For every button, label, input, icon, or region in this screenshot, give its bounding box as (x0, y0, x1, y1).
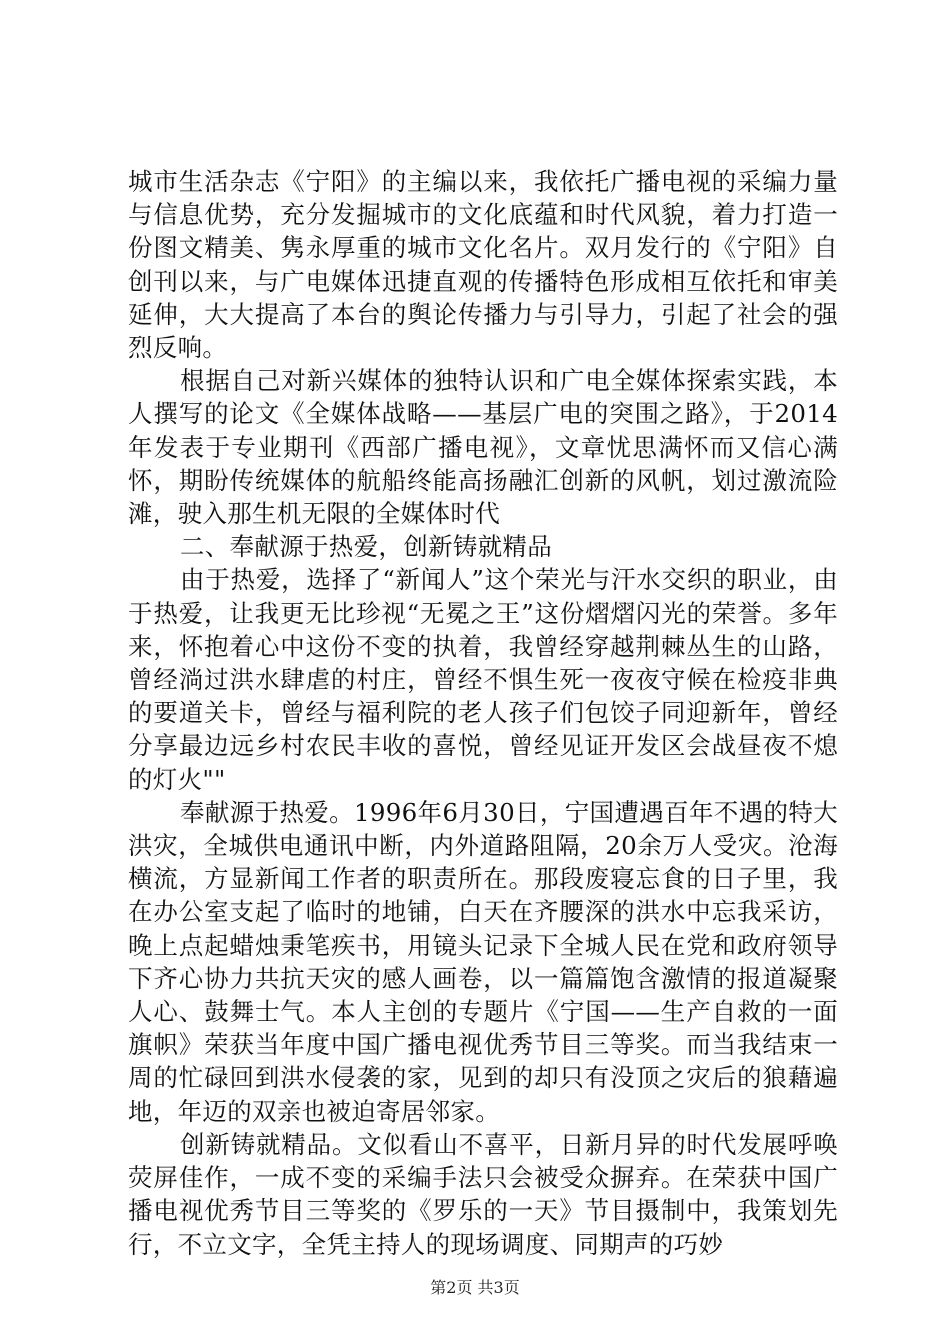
page-footer: 第2页 共3页 (430, 1278, 520, 1297)
paragraph-5: 创新铸就精品。文似看山不喜平，日新月异的时代发展呼唤荧屏佳作，一成不变的采编手法只会被受众摒弃。在荣获中国广播电视优秀节目三等奖的《罗乐的一天》节目摄制中，我策划先行，不立文字，全凭主持人的现场调度、同期声的巧妙 (128, 1129, 838, 1259)
paragraph-4: 奉献源于热爱。1996年6月30日，宁国遭遇百年不遇的特大洪灾，全城供电通讯中断，内外道路阻隔，20余万人受灾。沧海横流，方显新闻工作者的职责所在。那段废寝忘食的日子里，我在办公室支起了临时的地铺，白天在齐腰深的洪水中忘我采访，晚上点起蜡烛秉笔疾书，用镜头记录下全城人民在党和政府领导下齐心协力共抗天灾的感人画卷，以一篇篇饱含激情的报道凝聚人心、鼓舞士气。本人主创的专题片《宁国——生产自救的一面旗帜》荣获当年度中国广播电视优秀节目三等奖。而当我结束一周的忙碌回到洪水侵袭的家，见到的却只有没顶之灾后的狼藉遍地，年迈的双亲也被迫寄居邻家。 (128, 797, 838, 1126)
document-body (128, 165, 838, 1261)
paragraph-2: 根据自己对新兴媒体的独特认识和广电全媒体探索实践，本人撰写的论文《全媒体战略——基层广电的突围之路》，于2014年发表于专业期刊《西部广播电视》，文章忧思满怀而又信心满怀，期盼传统媒体的航船终能高扬融汇创新的风帆，划过激流险滩，驶入那生机无限的全媒体时代 (128, 366, 838, 529)
paragraph-3: 由于热爱，选择了“新闻人”这个荣光与汗水交织的职业，由于热爱，让我更无比珍视“无冕之王”这份熠熠闪光的荣誉。多年来，怀抱着心中这份不变的执着，我曾经穿越荆棘丛生的山路，曾经淌过洪水肆虐的村庄，曾经不惧生死一夜夜守候在检疫非典的要道关卡，曾经与福利院的老人孩子们包饺子同迎新年，曾经分享最边远乡村农民丰收的喜悦，曾经见证开发区会战昼夜不熄的灯火"" (128, 565, 838, 794)
paragraph-1: 城市生活杂志《宁阳》的主编以来，我依托广播电视的采编力量与信息优势，充分发掘城市的文化底蕴和时代风貌，着力打造一份图文精美、隽永厚重的城市文化名片。双月发行的《宁阳》自创刊以来，与广电媒体迅捷直观的传播特色形成相互依托和审美延伸，大大提高了本台的舆论传播力与引导力，引起了社会的强烈反响。 (128, 167, 838, 363)
section-heading: 二、奉献源于热爱，创新铸就精品 (180, 532, 552, 562)
